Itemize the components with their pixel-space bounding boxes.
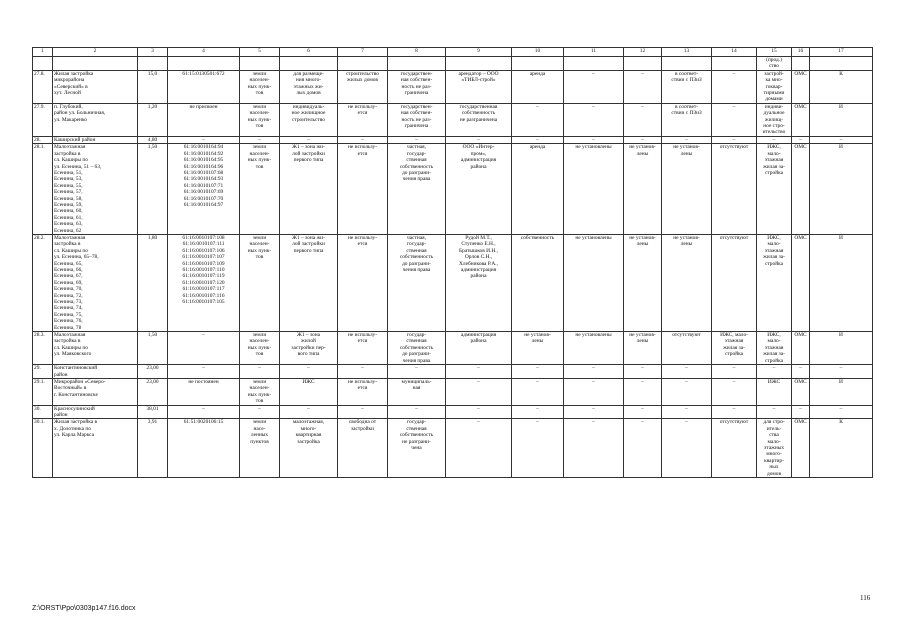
table-cell: – — [512, 378, 564, 405]
table-cell: – — [564, 419, 624, 478]
table-cell — [810, 57, 873, 71]
table-cell — [512, 57, 564, 71]
column-header: 16 — [792, 48, 810, 57]
table-cell: – — [712, 365, 757, 379]
table-cell: отсутствуют — [712, 419, 757, 478]
table-cell: в соответ- ствии с ПЗиЗ — [662, 70, 712, 103]
table-cell: – — [280, 136, 338, 143]
table-cell: для стро- итель- ства мало- этажных много- квартир- ных домов — [757, 419, 792, 478]
table-cell: аренда — [512, 144, 564, 235]
table-row — [33, 144, 873, 235]
table-cell: 1,80 — [138, 234, 168, 331]
table-cell: 1,50 — [138, 332, 168, 365]
table-cell: земли населен- ных пунк- тов — [240, 103, 280, 136]
table-cell: – — [624, 378, 662, 405]
table-cell: – — [624, 405, 662, 419]
table-cell: ИЖС — [280, 378, 338, 405]
table-cell — [792, 57, 810, 71]
table-cell: 29. — [33, 365, 53, 379]
table-cell: 30. — [33, 405, 53, 419]
column-header: 14 — [712, 48, 757, 57]
table-cell: ОМС — [792, 378, 810, 405]
table-cell: земли насе- ленных пунктов — [240, 419, 280, 478]
table-cell — [446, 57, 512, 71]
table-row — [33, 103, 873, 136]
table-cell: 61:16:0010164:94 61:16:0010164:92 61:16:0010164:95 61:16:0010164:96 61:16:0010107:68 61:16:0010164:93 61:16:0010107:71 61:16:0010107:69 61:16:0010107:70 61:16:0010164:97 — [168, 144, 240, 235]
table-cell: 28.3. — [33, 332, 53, 365]
table-cell: – — [388, 136, 446, 143]
table-cell: – — [792, 405, 810, 419]
table-cell: – — [512, 365, 564, 379]
table-cell: земли населен- ных пунк- тов — [240, 70, 280, 103]
table-cell: отсутствуют — [712, 234, 757, 331]
table-cell: – — [757, 365, 792, 379]
table-cell: ИЖС, мало- этажная жилая за- стройка — [757, 144, 792, 235]
column-header: 5 — [240, 48, 280, 57]
table-cell: Ж1 – зона жилой застройки пер- вого типа — [280, 332, 338, 365]
table-cell: Константиновский район — [53, 365, 138, 379]
table-cell: – — [624, 419, 662, 478]
table-cell: – — [446, 136, 512, 143]
table-cell: – — [240, 405, 280, 419]
table-cell: – — [446, 405, 512, 419]
table-cell: Каширский район — [53, 136, 138, 143]
table-cell: ОМС — [792, 332, 810, 365]
document-path: Z:\ORST\Ppo\0303p147.f16.docx — [32, 605, 136, 612]
table-cell: п. Глубокий, район ул. Больничная, ул. Макаренко — [53, 103, 138, 136]
table-cell: ОМС — [792, 103, 810, 136]
table-cell: – — [624, 103, 662, 136]
table-cell: не постоянен — [168, 378, 240, 405]
table-cell: не использу- ется — [338, 332, 388, 365]
table-cell: – — [564, 103, 624, 136]
table-cell: 29.1. — [33, 378, 53, 405]
table-cell: – — [624, 365, 662, 379]
table-cell: для размеще- ния много- этажных жи- лых домов — [280, 70, 338, 103]
table-cell: частная, государ- ственная собственность до разграни- чения права — [388, 144, 446, 235]
table-cell: – — [240, 365, 280, 379]
table-cell — [168, 57, 240, 71]
table-cell: – — [712, 405, 757, 419]
column-header: 9 — [446, 48, 512, 57]
table-cell: – — [810, 405, 873, 419]
table-cell: муниципаль- ная — [388, 378, 446, 405]
table-cell: 4,80 — [138, 136, 168, 143]
table-row — [33, 405, 873, 419]
column-header: 1 — [33, 48, 53, 57]
table-cell: индивидуаль- ное жилищное строительство — [280, 103, 338, 136]
table-cell: – — [446, 365, 512, 379]
table-cell: ИЖС, мало- этажная жилая за- стройка — [757, 332, 792, 365]
table-cell: – — [564, 365, 624, 379]
column-header: 7 — [338, 48, 388, 57]
table-cell: – — [512, 103, 564, 136]
table-cell: 23,00 — [138, 365, 168, 379]
table-cell: 38,01 — [138, 405, 168, 419]
table-cell: – — [712, 103, 757, 136]
table-cell: – — [168, 136, 240, 143]
table-cell: индиви- дуальное жилищ- ное стро- ительство — [757, 103, 792, 136]
table-cell: И — [810, 144, 873, 235]
table-cell: не установ- лены — [624, 234, 662, 331]
table-cell: – — [446, 419, 512, 478]
table-cell: Рудой М.Т., Ступенко Е.Н., Братышков И.Н., Орлов С.Н., Хлебникова Р.А., администрация района — [446, 234, 512, 331]
table-cell: ИЖС, мало- этажная жилая за- стройка — [757, 234, 792, 331]
table-cell: 28.1. — [33, 144, 53, 235]
table-cell: – — [240, 136, 280, 143]
table-cell: 1,50 — [138, 144, 168, 235]
table-cell: не установ- лены — [512, 332, 564, 365]
table-cell — [240, 57, 280, 71]
table-cell: – — [512, 419, 564, 478]
table-cell: – — [564, 70, 624, 103]
table-cell — [338, 57, 388, 71]
table-row — [33, 365, 873, 379]
table-cell — [662, 57, 712, 71]
table-cell: земли населен- ных пунк- тов — [240, 378, 280, 405]
table-cell: свободна от застройки — [338, 419, 388, 478]
table-cell: частная, государ- ственная собственность до разграни- чения права — [388, 234, 446, 331]
table-cell: Ж1 – зона жи- лой застройки первого типа — [280, 144, 338, 235]
table-cell: – — [168, 405, 240, 419]
table-row — [33, 234, 873, 331]
table-cell: – — [712, 70, 757, 103]
table-cell: – — [792, 365, 810, 379]
table-cell: – — [338, 405, 388, 419]
table-cell: не присвоен — [168, 103, 240, 136]
table-cell: аренда — [512, 70, 564, 103]
table-cell: – — [662, 136, 712, 143]
column-header: 10 — [512, 48, 564, 57]
table-cell: – — [757, 405, 792, 419]
table-cell: ОМС — [792, 70, 810, 103]
table-cell: 61:51:0020106:15 — [168, 419, 240, 478]
table-cell: – — [662, 378, 712, 405]
table-cell — [53, 57, 138, 71]
table-cell: 61:16:0010107:108 61:16:0010107:111 61:16:0010107:106 61:16:0010107:107 61:16:0010107:109 61:16:0010107:110 61:16:0010107:119 61:16:0010107:120 61:16:0010107:117 61:16:0010107:116 61:16:0010107:105 — [168, 234, 240, 331]
column-header: 15 — [757, 48, 792, 57]
table-cell: – — [446, 378, 512, 405]
table-cell: К — [810, 70, 873, 103]
table-cell: не использу- ется — [338, 378, 388, 405]
table-cell: – — [564, 405, 624, 419]
table-cell: – — [564, 378, 624, 405]
table-cell: государственная собственность не разграничена — [446, 103, 512, 136]
column-header: 13 — [662, 48, 712, 57]
column-header: 4 — [168, 48, 240, 57]
table-cell: – — [662, 365, 712, 379]
table-cell: не использу- ется — [338, 144, 388, 235]
table-cell: – — [512, 136, 564, 143]
table-cell: – — [662, 419, 712, 478]
table-cell: – — [512, 405, 564, 419]
table-cell: – — [338, 136, 388, 143]
table-cell: 28.2. — [33, 234, 53, 331]
table-cell: собственность — [512, 234, 564, 331]
table-cell: не использу- ется — [338, 234, 388, 331]
table-cell: – — [757, 136, 792, 143]
table-row — [33, 419, 873, 478]
table-cell: – — [810, 136, 873, 143]
table-cell: ИЖС — [757, 378, 792, 405]
table-cell: 61:15:0130501:672 — [168, 70, 240, 103]
column-header: 11 — [564, 48, 624, 57]
column-header: 3 — [138, 48, 168, 57]
table-cell — [564, 57, 624, 71]
table-cell: 28. — [33, 136, 53, 143]
table-cell: 23,00 — [138, 378, 168, 405]
table-cell — [388, 57, 446, 71]
table-cell: – — [792, 136, 810, 143]
table-cell: И — [810, 234, 873, 331]
table-cell: – — [280, 405, 338, 419]
table-cell: не установ- лены — [662, 144, 712, 235]
table-cell: государ- ственная собственность не разграни- чена — [388, 419, 446, 478]
table-cell: малоэтажная, много- квартирная застройка — [280, 419, 338, 478]
table-cell: ОМС — [792, 234, 810, 331]
table-cell: И — [810, 103, 873, 136]
table-cell: Малоэтажная застройка в сл. Каширы по ул. Есенина, 51 – 63, Есенина, 51, Есенина, 53, Есенина, 55, Есенина, 57, Есенина, 58, Есенина, 59, Есенина, 60, Есенина, 61, Есенина, 63, Есенина, 62 — [53, 144, 138, 235]
table-cell: Красносулинский район — [53, 405, 138, 419]
table-cell: Жилая застройка в х. Долотинка по ул. Карла Маркса — [53, 419, 138, 478]
table-cell: не использу- ется — [338, 103, 388, 136]
table-cell: отсутствуют — [662, 332, 712, 365]
table-cell: строительство жилых домов — [338, 70, 388, 103]
column-header: 6 — [280, 48, 338, 57]
table-cell: земли населен- ных пунк- тов — [240, 234, 280, 331]
table-cell: отсутствуют — [712, 144, 757, 235]
table-cell: – — [662, 405, 712, 419]
table-cell: К — [810, 419, 873, 478]
table-cell: – — [624, 70, 662, 103]
table-cell: 27.8. — [33, 70, 53, 103]
table-cell: администрация района — [446, 332, 512, 365]
column-header: 2 — [53, 48, 138, 57]
table-cell — [33, 57, 53, 71]
table-cell — [624, 57, 662, 71]
table-cell: Микрорайон «Северо- Восточный» в г. Константиновске — [53, 378, 138, 405]
table-cell: – — [712, 136, 757, 143]
table-cell: не установ- лены — [624, 144, 662, 235]
table-row — [33, 70, 873, 103]
table-cell: Жилая застройка микрорайона «Северский» в хут. Лесной — [53, 70, 138, 103]
table-cell: не установ- лены — [624, 332, 662, 365]
table-row — [33, 378, 873, 405]
table-cell — [280, 57, 338, 71]
table-cell: – — [712, 378, 757, 405]
table-cell: арендатор – ООО «ТИБЛ-строй» — [446, 70, 512, 103]
table-cell: Малоэтажная застройка в сл. Каширы по ул. Маяковского — [53, 332, 138, 365]
table-row — [33, 57, 873, 71]
table-cell: государствен- ная собствен- ность не раз- граничена — [388, 103, 446, 136]
table-cell: – — [338, 365, 388, 379]
table-cell: – — [388, 405, 446, 419]
table-body — [33, 48, 873, 478]
table-cell: (прод.) ство — [757, 57, 792, 71]
table-cell: не установлены — [564, 144, 624, 235]
table-row — [33, 332, 873, 365]
table-cell: ОМС — [792, 144, 810, 235]
table-cell: государ- ственная собственность до разграни- чения права — [388, 332, 446, 365]
table-cell: 30.1. — [33, 419, 53, 478]
table-cell: не установлены — [564, 234, 624, 331]
table-cell: И — [810, 378, 873, 405]
table-cell: Малоэтажная застройка в сл. Каширы по ул. Есенина, 65–78, Есенина, 65, Есенина, 66, Есенина, 67, Есенина, 69, Есенина, 70, Есенина, 72, Есенина, 73, Есенина, 74, Есенина, 75, Есенина, 76, Есенина, 78 — [53, 234, 138, 331]
table-cell: – — [388, 365, 446, 379]
table-cell: – — [564, 136, 624, 143]
table-cell: земли населен- ных пунк- тов — [240, 332, 280, 365]
header-row — [33, 48, 873, 57]
table-cell: – — [280, 365, 338, 379]
table-cell: Ж1 – зона жи- лой застройки первого типа — [280, 234, 338, 331]
table-cell: ОМС — [792, 419, 810, 478]
table-cell: – — [624, 136, 662, 143]
table-cell: 27.9. — [33, 103, 53, 136]
table-cell: в соответ- ствии с ПЗиЗ — [662, 103, 712, 136]
column-header: 12 — [624, 48, 662, 57]
table-cell: не установлены — [564, 332, 624, 365]
table-cell: ООО «Интер- пром», администрация района — [446, 144, 512, 235]
table-cell: государствен- ная собствен- ность не раз- граничена — [388, 70, 446, 103]
table-cell: не установ- лены — [662, 234, 712, 331]
table-cell: 15,0 — [138, 70, 168, 103]
table-cell: земли населен- ных пунк- тов — [240, 144, 280, 235]
table-cell — [138, 57, 168, 71]
table-cell: 3,91 — [138, 419, 168, 478]
column-header: 17 — [810, 48, 873, 57]
table-cell: – — [168, 332, 240, 365]
table-cell: И — [810, 332, 873, 365]
table-cell — [712, 57, 757, 71]
table-cell: ИЖС, мало- этажная жилая за- стройка — [712, 332, 757, 365]
table-row — [33, 136, 873, 143]
table-cell: застрой- ка мно- гоквар- тирными домами — [757, 70, 792, 103]
column-header: 8 — [388, 48, 446, 57]
page-number: 116 — [860, 594, 871, 602]
table-cell: – — [810, 365, 873, 379]
register-table — [32, 47, 873, 478]
table-cell: 1,20 — [138, 103, 168, 136]
table-cell: – — [168, 365, 240, 379]
